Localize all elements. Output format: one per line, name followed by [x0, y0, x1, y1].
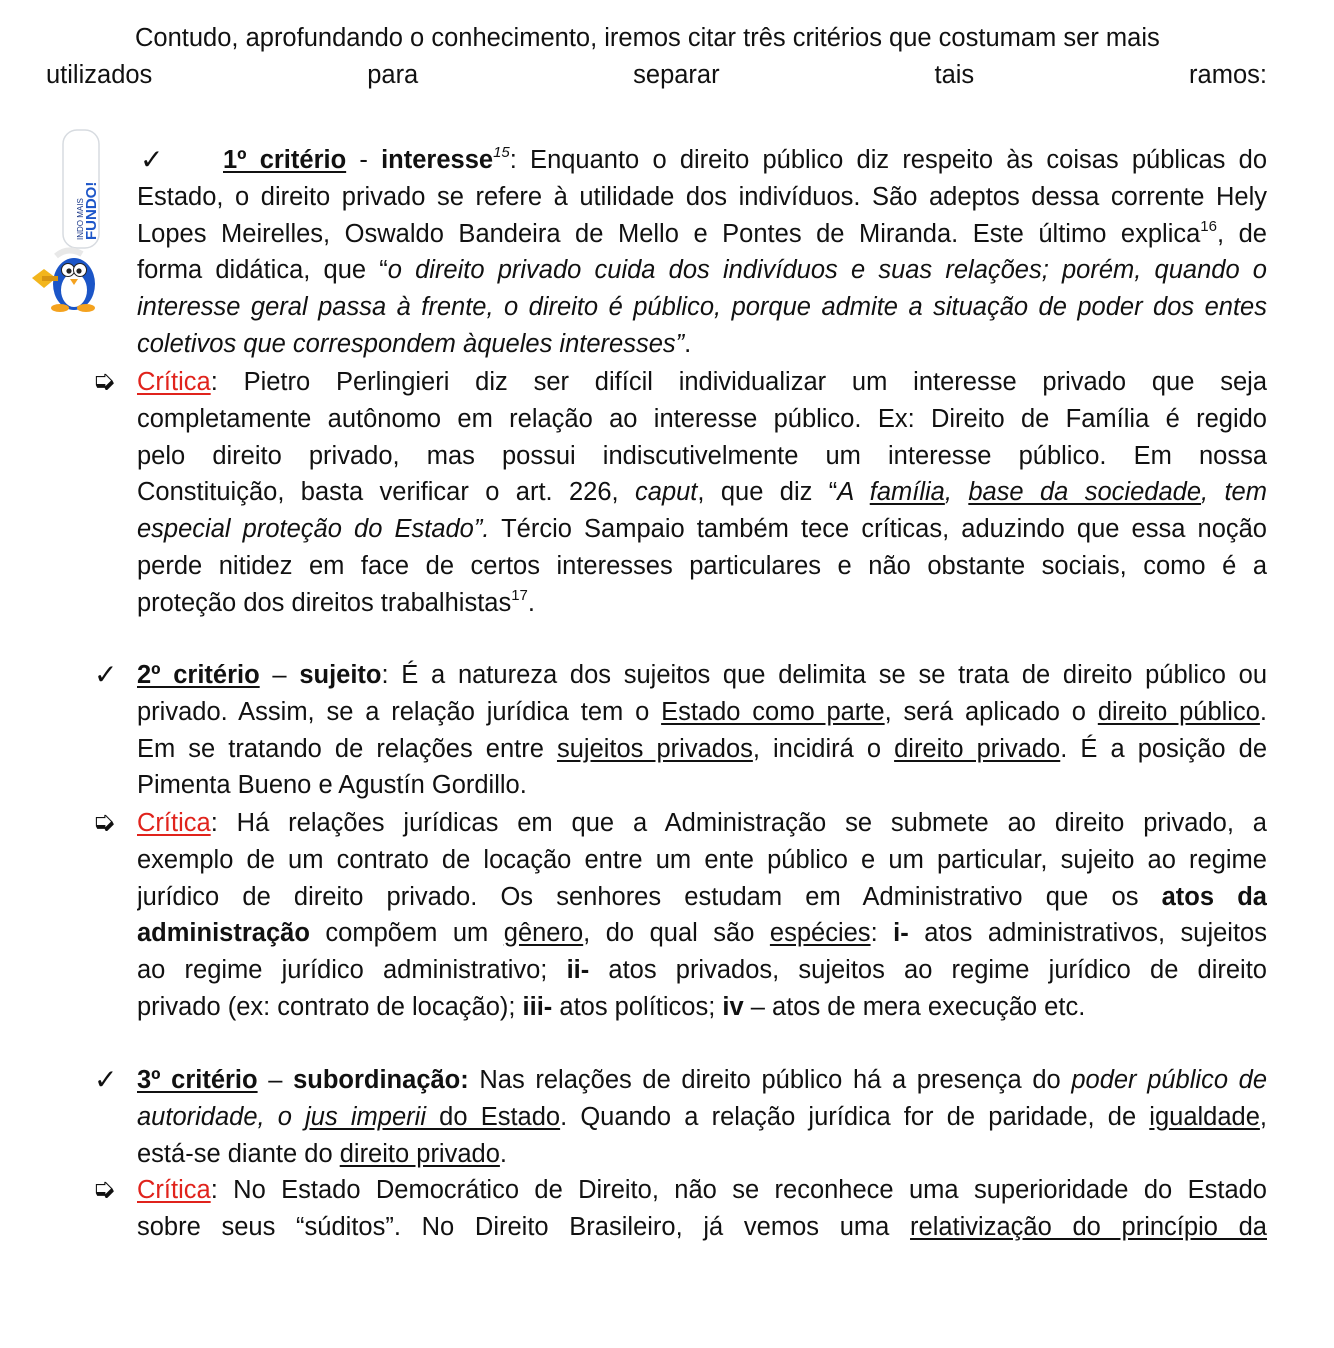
criterion-1-l3-end: , de: [1216, 219, 1267, 248]
footnote-17[interactable]: 17: [511, 586, 528, 604]
item-i: i-: [893, 919, 909, 948]
indo-mais-fundo-logo: [30, 128, 110, 318]
arrow-icon: ➭: [92, 364, 116, 397]
sujeitos-privados-term: sujeitos privados: [556, 734, 753, 763]
criterion-2-l2-mid: , será aplicado o: [884, 697, 1098, 726]
critique-1-l4-comma: ,: [944, 478, 969, 507]
critique-1-l4-tem: , tem: [1201, 478, 1267, 507]
critique-2-l6-start: privado (ex: contrato de locação);: [137, 992, 523, 1021]
critique-1-l7: proteção dos direitos trabalhistas: [137, 588, 512, 617]
criterion-2-paragraph: [137, 657, 1267, 804]
criterion-3-title: 3º critério: [137, 1066, 258, 1094]
critique-1-line-2: completamente autônomo em relação ao interesse público. Ex: Direito de Família é regido: [137, 404, 1267, 433]
criterion-1-quote-1: o direito privado cuida dos indivíduos e suas relações; porém, quando o: [387, 256, 1267, 285]
criterion-1-title: 1º critério: [223, 146, 347, 174]
check-icon: ✓: [94, 1063, 118, 1096]
criterion-2-l3-mid: , incidirá o: [752, 734, 895, 763]
critique-1-l4-a: A: [837, 478, 870, 507]
genero-term: gênero: [503, 919, 584, 948]
critique-1-l1: : Pietro Perlingieri diz ser difícil individualizar um interesse privado que seja: [210, 368, 1267, 396]
critique-1-label: Crítica: [137, 368, 211, 396]
criterion-2-line-1: [137, 657, 1267, 694]
criterion-1-line-3: [137, 216, 1267, 253]
criterion-1-line-5: [137, 289, 1267, 326]
logo-big-text: FUNDO!: [83, 181, 100, 240]
criterion-2-keyword: sujeito: [299, 661, 382, 689]
criterion-1-paragraph: [137, 142, 1267, 363]
critique-2-label: Crítica: [137, 809, 211, 837]
criterion-2-l3-end: . É a posição de: [1060, 734, 1267, 763]
igualdade-term: igualdade: [1149, 1102, 1260, 1131]
footnote-16[interactable]: 16: [1200, 217, 1217, 235]
critique-2-line-5: [137, 952, 1267, 989]
critique-2-line-4: [137, 915, 1267, 952]
criterion-3-keyword: subordinação:: [293, 1066, 469, 1094]
criterion-2-line-2: [137, 694, 1267, 731]
critique-2-l1: : Há relações jurídicas em que a Administração se submete ao direito privado, a: [210, 809, 1267, 837]
direito-publico-term: direito público: [1097, 697, 1260, 726]
critique-2-l3-start: jurídico de direito privado. Os senhores estudam em Administrativo que os: [137, 882, 1162, 911]
critique-2-line-3: [137, 879, 1267, 916]
critique-3-paragraph: [137, 1172, 1267, 1246]
critique-1-line-7: [137, 585, 1267, 622]
criterion-1-line-4: [137, 252, 1267, 289]
critique-1-line-1: [137, 364, 1267, 401]
critique-1-line-4: [137, 474, 1267, 511]
critique-1-line-3: pelo direito privado, mas possui indiscutivelmente um interesse público. Em nossa: [137, 441, 1267, 470]
item-ii: ii-: [566, 956, 590, 985]
critique-1-line-5: [137, 511, 1267, 548]
check-icon: ✓: [140, 143, 164, 176]
critique-3-l1: : No Estado Democrático de Direito, não se reconhece uma superioridade do Estado: [210, 1176, 1267, 1204]
critique-2-line-1: [137, 805, 1267, 842]
criterion-2-l3-start: Em se tratando de relações entre: [137, 734, 557, 763]
critique-2-l6-end: – atos de mera execução etc.: [743, 992, 1086, 1021]
criterion-3-line-1: [137, 1062, 1267, 1099]
criterion-1-l4-start: forma didática, que “: [137, 256, 388, 285]
arrow-icon: ➭: [92, 1172, 116, 1205]
critique-2-l5-start: ao regime jurídico administrativo;: [137, 956, 567, 985]
critique-2-l6-mid: atos políticos;: [552, 992, 723, 1021]
criterion-3-line-3: [137, 1136, 1267, 1173]
criterion-1-keyword: interesse: [381, 146, 494, 174]
logo-small-text: INDO MAIS: [76, 198, 85, 240]
critique-2-line-2: exemplo de um contrato de locação entre um ente público e um particular, sujeito ao regime: [137, 845, 1267, 874]
criterion-2-line-4: Pimenta Bueno e Agustín Gordillo.: [137, 771, 527, 800]
critique-3-l2-start: sobre seus “súditos”. No Direito Brasileiro, já vemos uma: [137, 1212, 911, 1241]
critique-1-line-6: perde nitidez em face de certos interesses particulares e não obstante sociais, como é a: [137, 551, 1267, 580]
critique-1-l4-mid: , que diz “: [697, 478, 838, 507]
critique-1-l5-rest: Tércio Sampaio também tece críticas, aduzindo que essa noção: [489, 515, 1267, 544]
atos-da-term: atos da: [1161, 882, 1267, 911]
criterion-1-l3: Lopes Meirelles, Oswaldo Bandeira de Mello e Pontes de Miranda. Este último explica: [137, 219, 1201, 248]
do-estado-term: do Estado: [426, 1102, 561, 1131]
critique-3-line-1: [137, 1172, 1267, 1209]
critique-2-paragraph: [137, 805, 1267, 1026]
criterion-1-sep: -: [346, 146, 382, 174]
critique-3-label: Crítica: [137, 1176, 211, 1204]
item-iii: iii-: [522, 992, 553, 1021]
criterion-1-line-1: [137, 142, 1267, 179]
critique-1-l4-start: Constituição, basta verificar o art. 226,: [137, 478, 636, 507]
critique-1-paragraph: [137, 364, 1267, 622]
critique-2-l5-end: atos privados, sujeitos ao regime jurídico de direito: [589, 956, 1267, 985]
administracao-term: administração: [137, 919, 310, 948]
caput-text: caput: [635, 478, 698, 507]
criterion-3-text: Nas relações de direito público há a presença do: [468, 1066, 1072, 1094]
intro-line-1: Contudo, aprofundando o conhecimento, iremos citar três critérios que costumam ser mais: [135, 24, 1160, 52]
logo-graphic: [30, 128, 110, 318]
criterion-1-quote-2: interesse geral passa à frente, o direito é público, porque admite a situação de poder dos entes: [137, 293, 1267, 322]
criterion-3-l2-mid: . Quando a relação jurídica for de paridade, de: [560, 1102, 1150, 1131]
critique-2-l4-c: :: [870, 919, 894, 948]
direito-privado-term: direito privado: [894, 734, 1061, 763]
autoridade-term: autoridade, o: [137, 1102, 306, 1131]
direito-privado-term: direito privado: [339, 1139, 500, 1168]
criterion-3-l3-end: .: [499, 1139, 507, 1168]
criterion-1-line-2: Estado, o direito privado se refere à utilidade dos indivíduos. São adeptos dessa corrente Hely: [137, 182, 1267, 211]
criterion-3-l3-start: está-se diante do: [137, 1139, 340, 1168]
criterion-2-sep: –: [259, 661, 300, 689]
poder-publico-term: poder público de: [1071, 1066, 1267, 1094]
base-sociedade-text: base da sociedade: [968, 478, 1201, 507]
item-iv: iv: [722, 992, 744, 1021]
criterion-1-l6-end: .: [684, 329, 692, 358]
criterion-3-sep: –: [257, 1066, 294, 1094]
criterion-1-text: : Enquanto o direito público diz respeito às coisas públicas do: [509, 146, 1267, 174]
criterion-2-line-3: [137, 731, 1267, 768]
relativizacao-term: relativização do princípio da: [910, 1212, 1267, 1241]
criterion-1-line-6: [137, 326, 1267, 363]
especies-term: espécies: [769, 919, 871, 948]
criterion-2-l2-end: .: [1259, 697, 1267, 726]
critique-2-l4-end: atos administrativos, sujeitos: [908, 919, 1267, 948]
jus-imperii-term: jus imperii: [305, 1102, 426, 1131]
intro-paragraph: [46, 20, 1267, 94]
intro-line-2: utilizados para separar tais ramos:: [46, 60, 1267, 89]
familia-text: família: [869, 478, 945, 507]
criterion-3-line-2: [137, 1099, 1267, 1136]
critique-3-line-2: [137, 1209, 1267, 1246]
criterion-1-quote-3: coletivos que correspondem àqueles interesses”: [137, 329, 685, 358]
footnote-15[interactable]: 15: [493, 144, 510, 161]
critique-2-l4-b: , do qual são: [583, 919, 770, 948]
criterion-2-text: : É a natureza dos sujeitos que delimita se se trata de direito público ou: [381, 661, 1267, 689]
criterion-3-paragraph: [137, 1062, 1267, 1172]
criterion-2-title: 2º critério: [137, 661, 260, 689]
arrow-icon: ➭: [92, 805, 116, 838]
critique-1-l7-end: .: [527, 588, 535, 617]
estado-como-parte: Estado como parte: [661, 697, 885, 726]
check-icon: ✓: [94, 658, 118, 691]
criterion-2-l2-start: privado. Assim, se a relação jurídica tem o: [137, 697, 662, 726]
criterion-3-l2-end: ,: [1259, 1102, 1267, 1131]
critique-1-quote: especial proteção do Estado”.: [137, 515, 490, 544]
critique-2-line-6: [137, 989, 1267, 1026]
critique-2-l4-a: compõem um: [309, 919, 504, 948]
